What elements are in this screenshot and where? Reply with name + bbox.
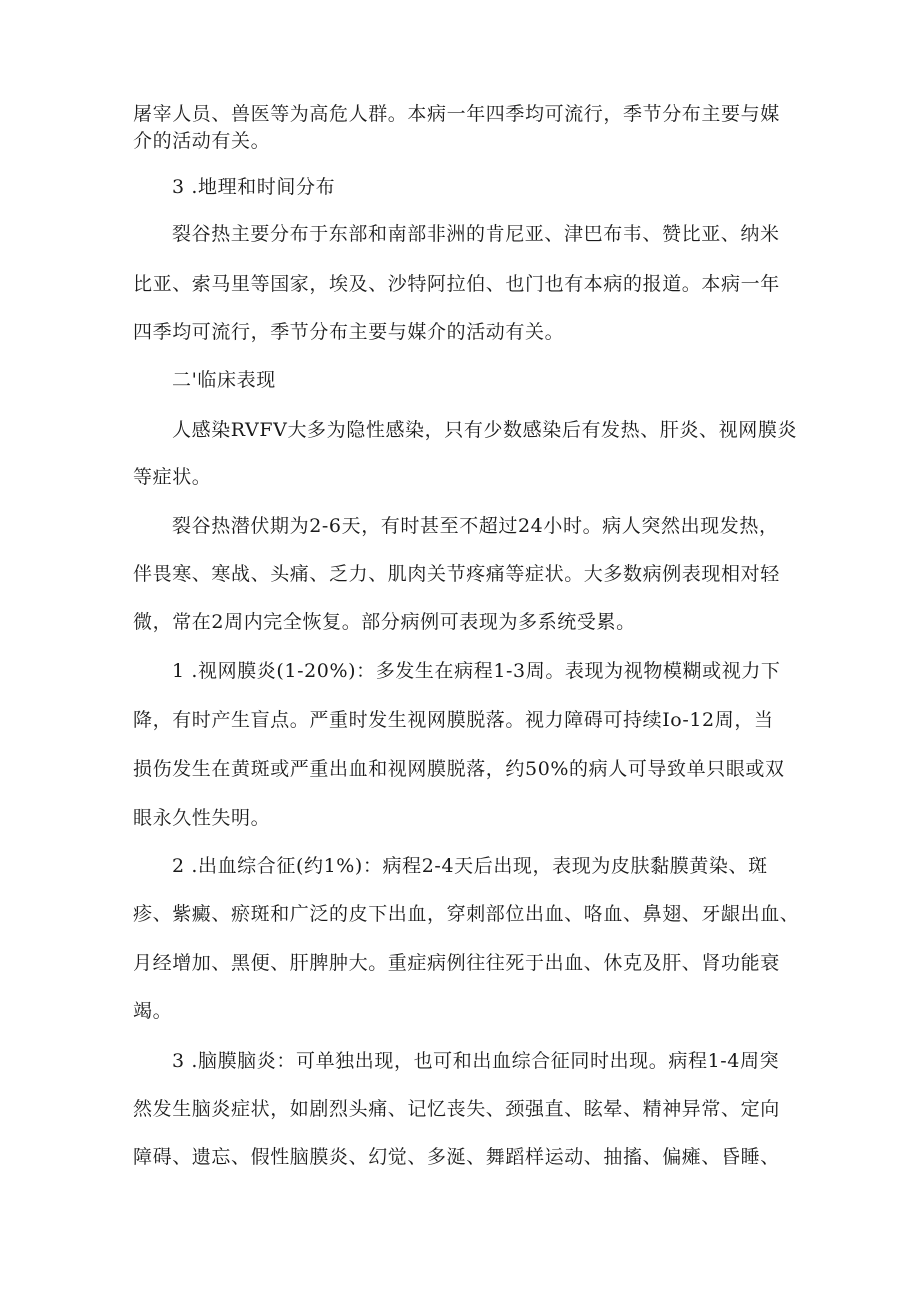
text-line: 降，有时产生盲点。严重时发生视网膜脱落。视力障碍可持续Io-12周，当 [133, 709, 774, 731]
text-line: 四季均可流行，季节分布主要与媒介的活动有关。 [133, 321, 565, 343]
text-line: 然发生脑炎症状，如剧烈头痛、记忆丧失、颈强直、眩晕、精神异常、定向 [133, 1098, 780, 1120]
text-line: 微，常在2周内完全恢复。部分病例可表现为多系统受累。 [133, 611, 636, 633]
text-line: 伴畏寒、寒战、头痛、乏力、肌肉关节疼痛等症状。大多数病例表现相对轻 [133, 563, 780, 585]
text-line: 3 .脑膜脑炎：可单独出现，也可和出血综合征同时出现。病程1-4周突 [172, 1050, 780, 1072]
text-line: 眼永久性失明。 [133, 807, 271, 829]
section-heading: 二'临床表现 [172, 369, 276, 391]
text-line: 障碍、遗忘、假性脑膜炎、幻觉、多涎、舞蹈样运动、抽搐、偏瘫、昏睡、 [133, 1146, 780, 1168]
text-line: 比亚、索马里等国家，埃及、沙特阿拉伯、也门也有本病的报道。本病一年 [133, 273, 780, 295]
text-line: 裂谷热潜伏期为2-6天，有时甚至不超过24小时。病人突然出现发热， [172, 515, 779, 537]
text-line: 1 .视网膜炎(1-20%)：多发生在病程1-3周。表现为视物模糊或视力下 [172, 660, 781, 682]
text-line: 损伤发生在黄斑或严重出血和视网膜脱落，约50%的病人可导致单只眼或双 [133, 758, 785, 780]
text-line: 介的活动有关。 [133, 130, 271, 152]
text-line: 等症状。 [133, 466, 212, 488]
text-line: 裂谷热主要分布于东部和南部非洲的肯尼亚、津巴布韦、赞比亚、纳米 [172, 223, 780, 245]
text-line: 疹、紫癜、瘀斑和广泛的皮下出血，穿刺部位出血、咯血、鼻翅、牙龈出血、 [133, 903, 800, 925]
text-line: 2 .出血综合征(约1%)：病程2-4天后出现，表现为皮肤黏膜黄染、斑 [172, 855, 768, 877]
text-line: 竭。 [133, 1000, 173, 1022]
text-line: 人感染RVFV大多为隐性感染，只有少数感染后有发热、肝炎、视网膜炎 [172, 419, 798, 441]
text-line: 屠宰人员、兽医等为高危人群。本病一年四季均可流行，季节分布主要与媒 [133, 103, 780, 125]
section-heading: 3 .地理和时间分布 [172, 176, 336, 198]
text-line: 月经增加、黑便、肝脾肿大。重症病例往往死于出血、休克及肝、肾功能衰 [133, 952, 780, 974]
